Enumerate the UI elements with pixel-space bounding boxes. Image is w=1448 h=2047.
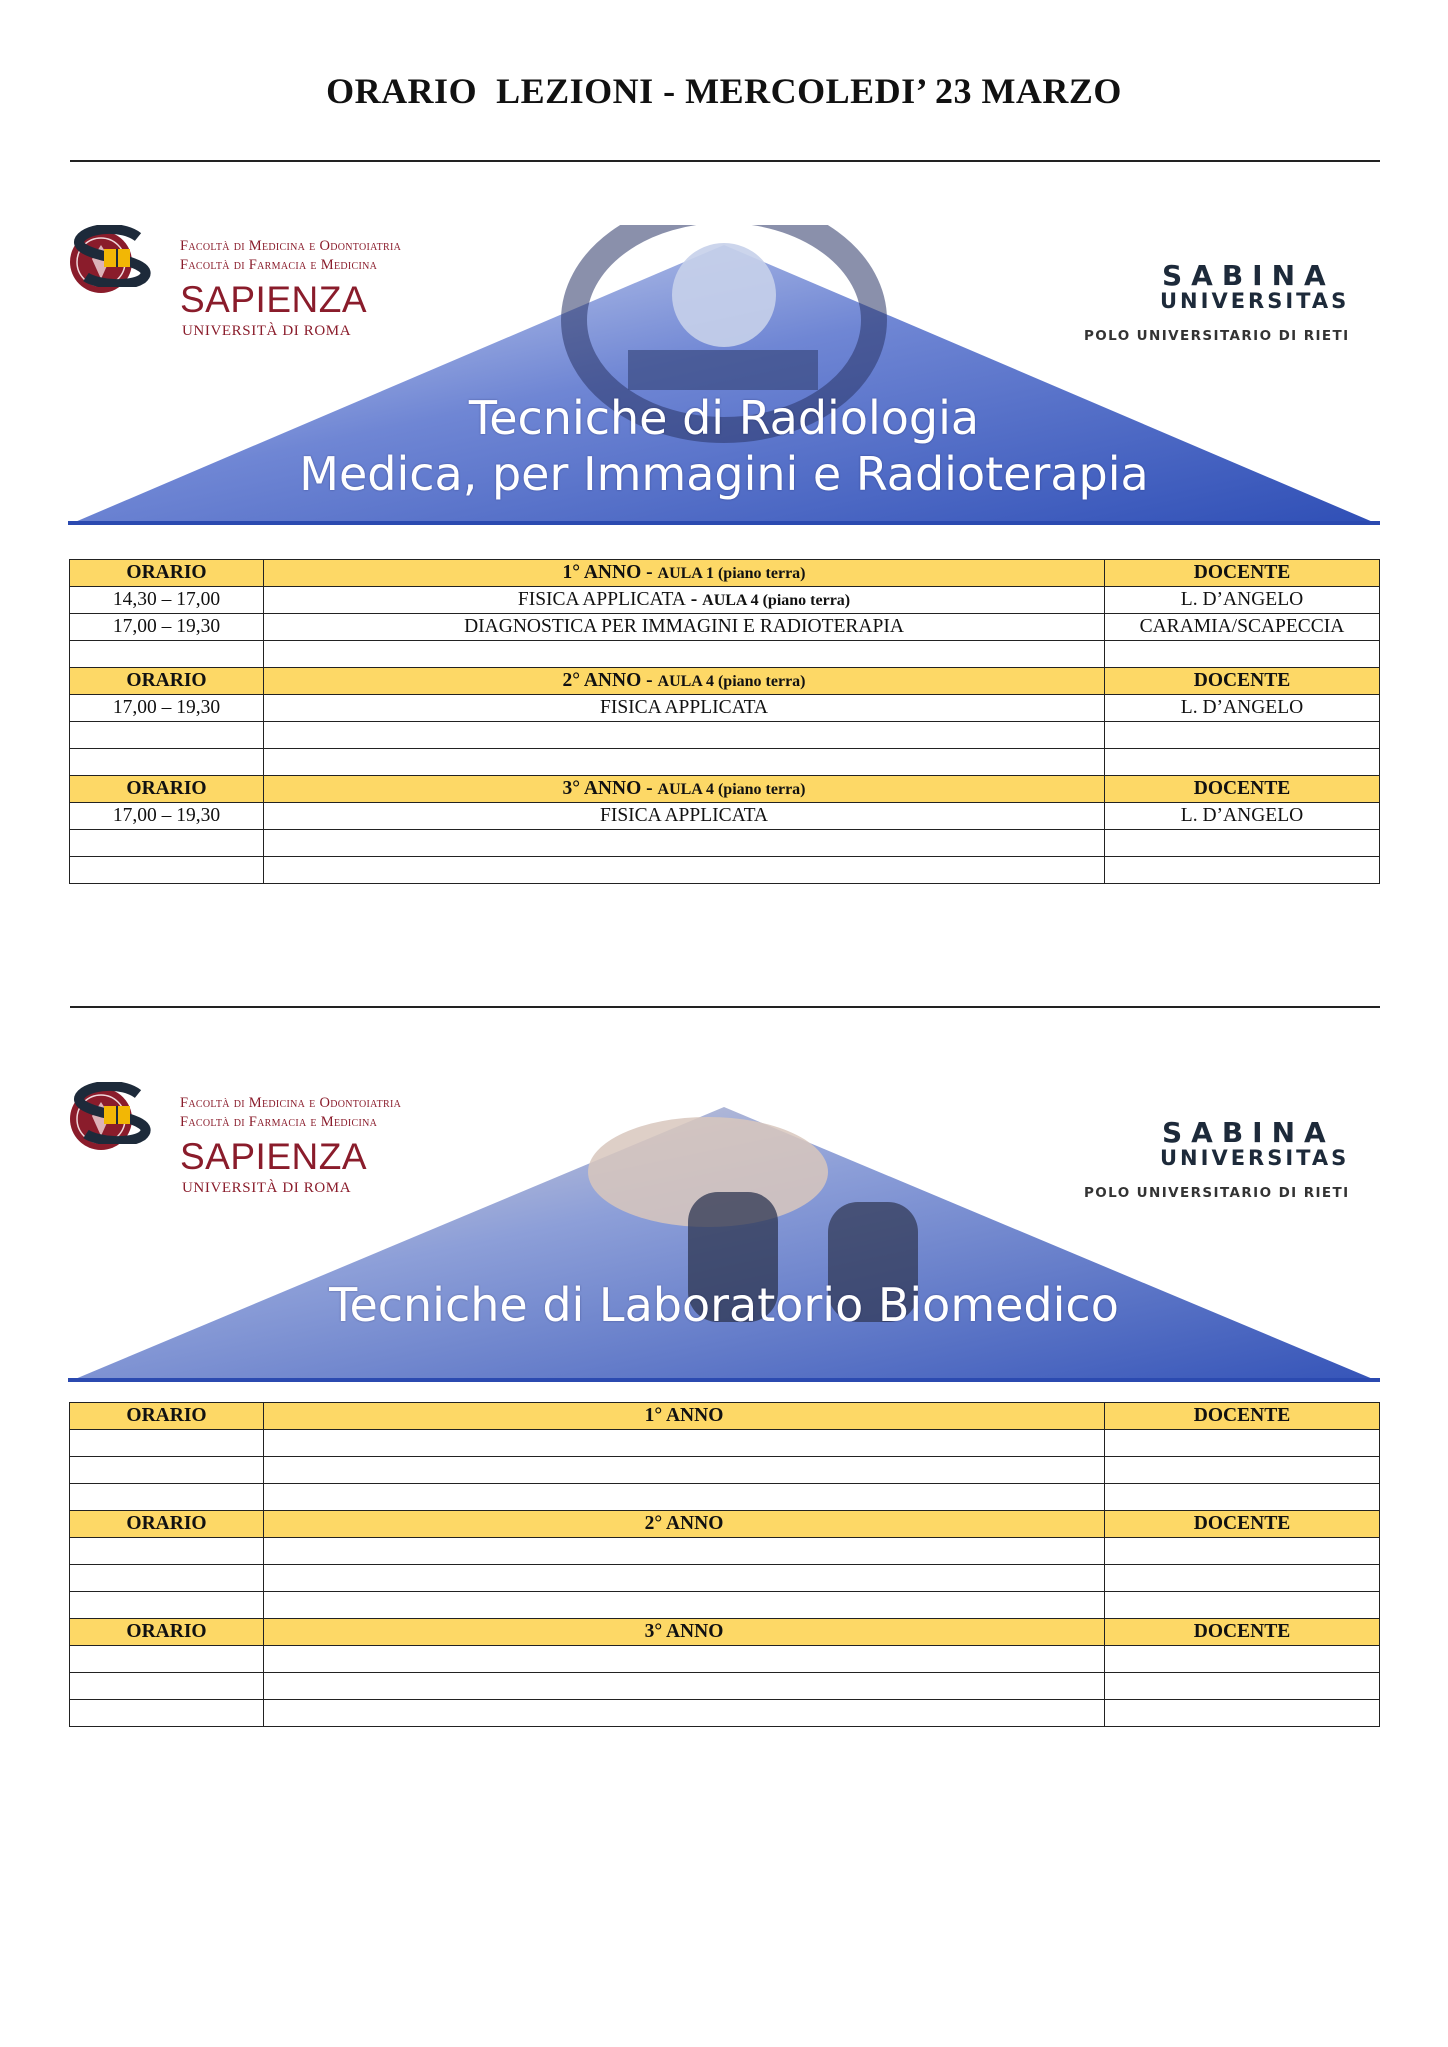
cell-docente: [1105, 830, 1380, 857]
cell-docente: L. D’ANGELO: [1105, 695, 1380, 722]
table-row: [70, 857, 1380, 884]
anno-sep: -: [641, 562, 658, 583]
cell-orario: [70, 1484, 264, 1511]
cell-orario: 17,00 – 19,30: [70, 803, 264, 830]
cell-orario: 17,00 – 19,30: [70, 614, 264, 641]
col-header-docente: DOCENTE: [1105, 776, 1380, 803]
col-header-orario: ORARIO: [70, 560, 264, 587]
materia-text: FISICA APPLICATA: [599, 697, 769, 718]
banner-laboratorio: [68, 1082, 1380, 1382]
col-header-anno: [264, 560, 1105, 587]
cell-docente: [1105, 749, 1380, 776]
sabina-logo-icon: [68, 1082, 160, 1144]
cell-orario: [70, 1457, 264, 1484]
cell-docente: [1105, 1700, 1380, 1727]
materia-text: FISICA APPLICATA: [599, 805, 769, 826]
table-row: [70, 803, 1380, 830]
year-header-row: [70, 560, 1380, 587]
table-row: [70, 641, 1380, 668]
col-header-anno: [264, 776, 1105, 803]
cell-orario: [70, 1538, 264, 1565]
cell-orario: 14,30 – 17,00: [70, 587, 264, 614]
table-row: [70, 1646, 1380, 1673]
col-header-orario: ORARIO: [70, 1403, 264, 1430]
col-header-docente: DOCENTE: [1105, 1619, 1380, 1646]
course-title: [68, 390, 1380, 502]
sabina-polo: POLO UNIVERSITARIO DI RIETI: [1084, 328, 1350, 344]
col-header-docente: DOCENTE: [1105, 1511, 1380, 1538]
schedule-table-radiologia: [69, 559, 1380, 884]
table-row: [70, 1538, 1380, 1565]
cell-materia: [264, 749, 1105, 776]
aula-label: AULA 4 (piano terra): [702, 592, 851, 609]
cell-docente: [1105, 722, 1380, 749]
table-row: [70, 587, 1380, 614]
faculty-line: Facoltà di Medicina e Odontoiatria: [180, 238, 402, 254]
anno-label: 3° ANNO: [562, 778, 642, 799]
cell-orario: [70, 1673, 264, 1700]
cell-docente: [1105, 1565, 1380, 1592]
cell-materia: [264, 695, 1105, 722]
table-row: [70, 722, 1380, 749]
materia-text: FISICA APPLICATA: [517, 589, 686, 610]
sapienza-sub: UNIVERSITÀ DI ROMA: [182, 323, 352, 339]
course-title: [68, 1277, 1380, 1333]
aula-label: AULA 4 (piano terra): [657, 781, 806, 798]
cell-orario: [70, 1646, 264, 1673]
col-header-docente: DOCENTE: [1105, 1403, 1380, 1430]
col-header-orario: ORARIO: [70, 1511, 264, 1538]
table-row: [70, 1700, 1380, 1727]
cell-materia: [264, 830, 1105, 857]
col-header-orario: ORARIO: [70, 668, 264, 695]
cell-materia: [264, 1700, 1105, 1727]
table-row: [70, 1484, 1380, 1511]
cell-materia: [264, 803, 1105, 830]
table-row: [70, 614, 1380, 641]
cell-docente: [1105, 1646, 1380, 1673]
col-header-orario: ORARIO: [70, 1619, 264, 1646]
cell-materia: [264, 1457, 1105, 1484]
cell-orario: [70, 1565, 264, 1592]
divider: [70, 1006, 1380, 1008]
cell-materia: [264, 1565, 1105, 1592]
cell-docente: [1105, 1673, 1380, 1700]
sabina-sub: UNIVERSITAS: [1160, 1146, 1350, 1170]
anno-sep: -: [641, 778, 658, 799]
course-title-line: Tecniche di Laboratorio Biomedico: [329, 1278, 1119, 1332]
col-header-anno: [264, 668, 1105, 695]
sapienza-logo-text: SAPIENZA: [180, 279, 367, 320]
col-header-anno: [264, 1619, 1105, 1646]
faculty-line: Facoltà di Farmacia e Medicina: [180, 1114, 378, 1130]
schedule-table-laboratorio: [69, 1402, 1380, 1727]
cell-materia: [264, 1484, 1105, 1511]
cell-orario: [70, 722, 264, 749]
page-title: ORARIO LEZIONI - MERCOLEDI’ 23 MARZO: [326, 71, 1122, 111]
anno-label: 1° ANNO: [562, 562, 642, 583]
table-row: [70, 1673, 1380, 1700]
aula-label: AULA 4 (piano terra): [657, 673, 806, 690]
cell-orario: [70, 641, 264, 668]
sapienza-logo-text: SAPIENZA: [180, 1136, 367, 1177]
year-header-row: [70, 1619, 1380, 1646]
cell-materia: [264, 1430, 1105, 1457]
anno-label: 2° ANNO: [562, 670, 642, 691]
cell-materia: [264, 1592, 1105, 1619]
table-row: [70, 1592, 1380, 1619]
year-header-row: [70, 1511, 1380, 1538]
cell-materia: [264, 857, 1105, 884]
cell-materia: [264, 587, 1105, 614]
materia-text: DIAGNOSTICA PER IMMAGINI E RADIOTERAPIA: [464, 616, 904, 637]
cell-materia: [264, 1538, 1105, 1565]
anno-sep: -: [641, 670, 658, 691]
cell-docente: L. D’ANGELO: [1105, 587, 1380, 614]
faculty-line: Facoltà di Farmacia e Medicina: [180, 257, 378, 273]
table-row: [70, 695, 1380, 722]
cell-orario: [70, 1430, 264, 1457]
anno-label: 1° ANNO: [644, 1405, 724, 1426]
table-row: [70, 749, 1380, 776]
faculty-lines: [180, 237, 401, 275]
anno-label: 3° ANNO: [644, 1621, 724, 1642]
col-header-anno: [264, 1511, 1105, 1538]
divider: [70, 160, 1380, 162]
sapienza-sub: UNIVERSITÀ DI ROMA: [182, 1180, 352, 1196]
col-header-anno: [264, 1403, 1105, 1430]
cell-docente: [1105, 641, 1380, 668]
sabina-sub: UNIVERSITAS: [1160, 289, 1350, 313]
cell-orario: 17,00 – 19,30: [70, 695, 264, 722]
col-header-orario: ORARIO: [70, 776, 264, 803]
cell-docente: L. D’ANGELO: [1105, 803, 1380, 830]
cell-docente: [1105, 1430, 1380, 1457]
col-header-docente: DOCENTE: [1105, 560, 1380, 587]
cell-materia: [264, 614, 1105, 641]
year-header-row: [70, 1403, 1380, 1430]
table-row: [70, 1565, 1380, 1592]
aula-label: AULA 1 (piano terra): [657, 565, 806, 582]
year-header-row: [70, 668, 1380, 695]
materia-sep: -: [685, 589, 703, 610]
sabina-name: SABINA: [1162, 1116, 1335, 1149]
table-row: [70, 1457, 1380, 1484]
cell-orario: [70, 1700, 264, 1727]
sabina-name: SABINA: [1162, 259, 1335, 292]
cell-docente: CARAMIA/SCAPECCIA: [1105, 614, 1380, 641]
cell-orario: [70, 1592, 264, 1619]
cell-docente: [1105, 1538, 1380, 1565]
cell-materia: [264, 641, 1105, 668]
cell-orario: [70, 857, 264, 884]
cell-orario: [70, 830, 264, 857]
cell-docente: [1105, 1457, 1380, 1484]
year-header-row: [70, 776, 1380, 803]
col-header-docente: DOCENTE: [1105, 668, 1380, 695]
cell-orario: [70, 749, 264, 776]
cell-docente: [1105, 1484, 1380, 1511]
course-title-line: Medica, per Immagini e Radioterapia: [299, 447, 1149, 501]
cell-docente: [1105, 857, 1380, 884]
faculty-lines: [180, 1094, 401, 1132]
banner-radiologia: [68, 225, 1380, 525]
cell-materia: [264, 1646, 1105, 1673]
cell-docente: [1105, 1592, 1380, 1619]
cell-materia: [264, 722, 1105, 749]
table-row: [70, 830, 1380, 857]
cell-materia: [264, 1673, 1105, 1700]
anno-label: 2° ANNO: [644, 1513, 724, 1534]
sabina-logo-icon: [68, 225, 160, 287]
course-title-line: Tecniche di Radiologia: [468, 391, 980, 445]
sabina-polo: POLO UNIVERSITARIO DI RIETI: [1084, 1185, 1350, 1201]
faculty-line: Facoltà di Medicina e Odontoiatria: [180, 1095, 402, 1111]
table-row: [70, 1430, 1380, 1457]
